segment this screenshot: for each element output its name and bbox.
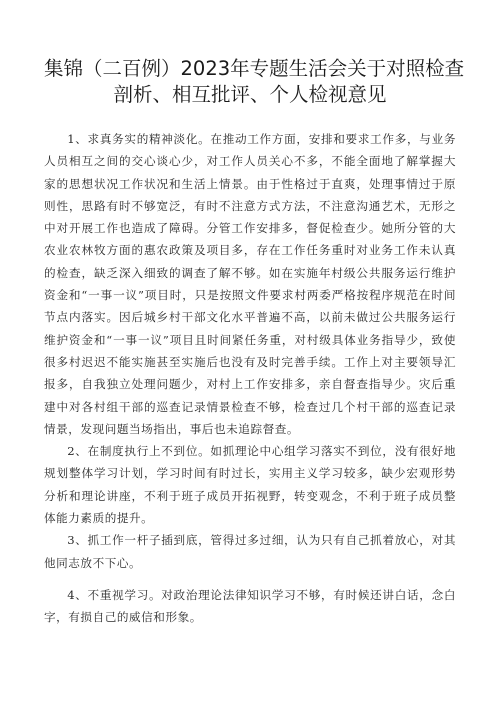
title-line-2: 剖析、相互批评、个人检视意见 [113, 83, 387, 106]
title-line-1: 集锦（二百例）2023年专题生活会关于对照检查 [44, 57, 465, 80]
paragraph-1: 1、求真务实的精神淡化。在推动工作方面，安排和要求工作多，与业务人员相互之间的交心谈心少，对工作人员关心不多，不能全面地了解掌握大家的思想状况工作状况和生活上情景。由于性格过于直爽，处理事情过于原则性，思路有时不够宽泛，有时不注意方式方法，不注意沟通艺术，无形之中对开展工作也造成了障碍。分管工作安排多，督促检查少。她所分管的大农业农林牧方面的惠农政策及项目多，存在工作任务重时对业务工作未认真的检查，缺乏深入细致的调查了解不够。如在实施年村级公共服务运行维护资金和“一事一议”项目时，只是按照文件要求村两委严格按程序规范在时间节点内落实。因后城乡村干部文化水平普遍不高，以前未做过公共服务运行维护资金和“一事一议”项目且时间紧任务重，对村级具体业务指导少，致使很多村迟迟不能实施甚至实施后也没有及时完善手续。工作上对主要领导汇报多，自我独立处理问题少，对村上工作安排多，亲自督查指导少。灾后重建中对各村组干部的巡查记录情景检查不够，检查过几个村干部的巡查记录情景，发现问题当场指出，事后也未追踪督查。 [44, 132, 456, 436]
document-body [44, 128, 456, 629]
paragraph-4: 4、不重视学习。对政治理论法律知识学习不够，有时候还讲白话，念白字，有损自己的威信和形象。 [44, 587, 456, 625]
paragraph-3: 3、抓工作一杆子插到底，管得过多过细，认为只有自己抓着放心，对其他同志放不下心。 [44, 533, 456, 570]
document-title [44, 56, 465, 108]
paragraph-2: 2、在制度执行上不到位。如抓理论中心组学习落实不到位，没有很好地规划整体学习计划，学习时间有时过长，实用主义学习较多，缺少宏观形势分析和理论讲座，不利于班子成员开拓视野，转变观念，不利于班子成员整体能力素质的提升。 [44, 444, 456, 526]
